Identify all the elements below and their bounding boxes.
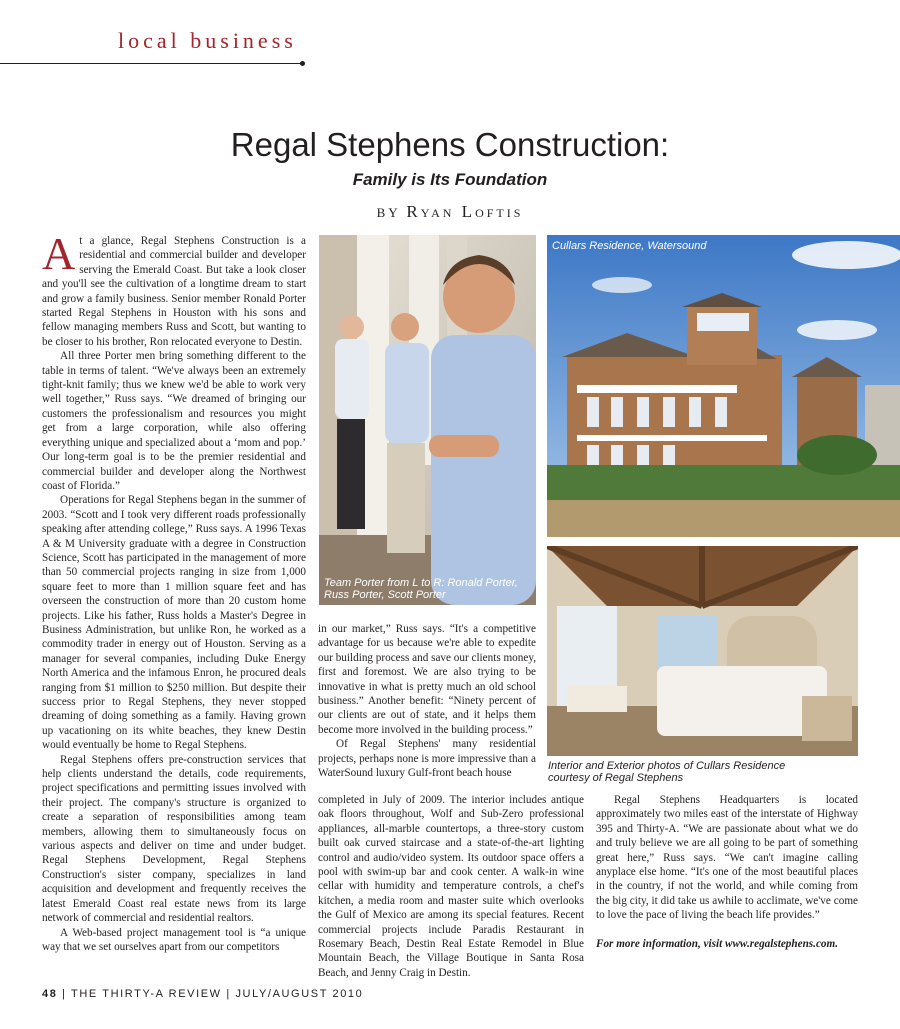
footer-separator: | bbox=[62, 988, 67, 1000]
article-column-2-continued bbox=[318, 793, 584, 980]
issue-date: JULY/AUGUST 2010 bbox=[235, 988, 364, 1000]
article-paragraph: in our market,” Russ says. “It's a competitive advantage for us because we're able to expedite our building process and save our clients money, first and foremost. We are also trying to be innovative in what is pretty much an old school business.” Another benefit: “Ninety percent of our clients are out of state, and it helps them become more involved in the building process.” bbox=[318, 623, 537, 736]
article-paragraph bbox=[42, 228, 306, 349]
interior-photo-illustration bbox=[547, 546, 858, 756]
publication-name: THE THIRTY-A REVIEW bbox=[71, 988, 222, 1000]
article-paragraph: All three Porter men bring something different to the table in terms of talent. “We've always been an extremely tight-knit family; thus we knew we'd be able to work very well together,” Russ says. “We dreamed of bringing our customers the professionalism and resources you might get from a large corporation, while also offering everything unique and specialized about a ‘mom and pop.’ Our long-term goal is to be the premier residential and commercial builder and developer along the Northwest coast of Florida.” bbox=[42, 350, 306, 492]
more-info-line: For more information, visit www.regalstephens.com. bbox=[596, 937, 839, 950]
article-paragraph: completed in July of 2009. The interior includes antique oak floors throughout, Wolf and Sub-Zero professional appliances, all-marble countertops, a three-story custom built oak curved staircase and a state-of-the-art lighting control and audio/video system. Its outdoor space offers a pool with swim-up bar and cook center. A walk-in wine cellar with humidity and temperature controls, a chef's kitchen, a media room and master suite which overlooks the Gulf of Mexico are among its special features. Recent commercial projects include Paradis Restaurant in Rosemary Beach, Destin Real Estate Remodel in Blue Mountain Beach, the Village Boutique in Santa Rosa Beach, and Jenny Craig in Destin. bbox=[318, 794, 584, 979]
byline-prefix: BY bbox=[376, 205, 401, 220]
article-paragraph: Regal Stephens offers pre-construction services that help clients understand the details, code requirements, project specifications and permitting issues involved with their project. The company's structure is organized to create a separation of responsibilities among team members, allowing them to simultaneously focus on various aspects and deliver on time and under budget. Regal Stephens Development, Regal Stephens Construction's sister company, specializes in land acquisition and development and frequently receives the latest Emerald Coast real estate news from its large network of commercial and residential realtors. bbox=[42, 753, 306, 925]
cullars-residence-exterior-photo bbox=[547, 235, 900, 537]
exterior-photo-illustration bbox=[547, 235, 900, 537]
article-paragraph: A Web-based project management tool is “a unique way that we set ourselves apart from our competitors bbox=[42, 926, 306, 953]
page-number: 48 bbox=[42, 988, 58, 1000]
byline-author: Ryan Loftis bbox=[406, 202, 524, 221]
footer-separator: | bbox=[226, 988, 231, 1000]
drop-cap: A bbox=[42, 228, 76, 279]
subheadline: Family is Its Foundation bbox=[352, 170, 548, 189]
article-column-2 bbox=[318, 622, 536, 780]
article-column-3 bbox=[596, 793, 858, 951]
paragraph-text: t a glance, Regal Stephens Construction is a residential and commercial builder and developer serving the Emerald Coast. But take a look closer and you'll see the cultivation of a longtime dream to start and grow a family business. Senior member Ronald Porter started Regal Stephens in Houston with his sons and fellow managing members Russ and Scott, but wanting to be closer to his brother, Ron relocated everyone to Destin. bbox=[42, 235, 306, 348]
page-footer bbox=[42, 988, 363, 1000]
headline: Regal Stephens Construction: bbox=[230, 126, 670, 163]
article-paragraph: Operations for Regal Stephens began in the summer of 2003. “Scott and I took very different roads professionally speaking after attending college,” Russ says. A 1996 Texas A & M University graduate with a degree in Construction Science, Scott has participated in the management of more than 50 commercial projects ranging in size from 1,000 square feet to more than 1 million square feet and has overseen the construction of more than 20 custom home projects. Like his father, Russ holds a Master's Degree in Business Administration, but unlike Ron, he worked as a commodity trader in energy out of Houston. Serving as a manager for several companies, including Duke Energy North America and the infamous Enron, he procured deals ranging from $1 million to $250 million. But despite their success prior to Regal Stephens, they never stopped dreaming of doing something as a family. Having grown up vacationing on its white beaches, they knew Destin would eventually be home to Regal Stephens. bbox=[42, 494, 306, 752]
byline bbox=[0, 202, 900, 222]
article-paragraph: Regal Stephens Headquarters is located approximately two miles east of the interstate of Highway 395 and Thirty-A. “We are passionate about what we do and truly believe we are all going to be part of something great here,” Russ says. “We can't imagine calling anyplace else home. “It's one of the most beautiful places in the country, if not the world, and while coming from the big city, it did take us awhile to acclimate, we've come to love the pace of living the beach life provides.” bbox=[596, 794, 858, 922]
exterior-photo-caption: Cullars Residence, Watersound bbox=[552, 240, 707, 252]
section-rule bbox=[0, 63, 303, 64]
team-photo-caption: Team Porter from L to R: Ronald Porter, Russ Porter, Scott Porter bbox=[324, 577, 518, 601]
article-column-1 bbox=[42, 228, 306, 954]
cullars-residence-interior-photo bbox=[547, 546, 858, 756]
section-rule-dot bbox=[300, 61, 305, 66]
interior-photo-caption: Interior and Exterior photos of Cullars Residence courtesy of Regal Stephens bbox=[548, 760, 786, 784]
section-label: local business bbox=[118, 28, 297, 53]
article-paragraph: Of Regal Stephens' many residential projects, perhaps none is more impressive than a WaterSound luxury Gulf-front beach house bbox=[318, 738, 536, 780]
team-photo-illustration bbox=[319, 235, 536, 605]
team-porter-photo bbox=[319, 235, 536, 605]
